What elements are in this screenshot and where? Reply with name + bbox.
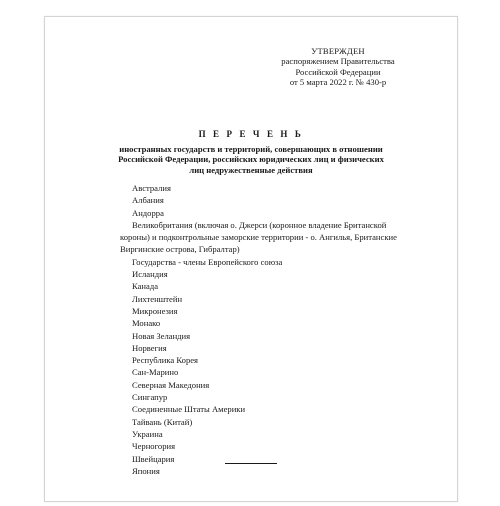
list-item: Норвегия [132, 342, 167, 353]
list-item: Новая Зеландия [132, 330, 191, 341]
list-item: Черногория [132, 441, 176, 452]
list-item: Соединенные Штаты Америки [132, 404, 246, 415]
list-item: Микронезия [132, 305, 178, 316]
list-item: Канада [132, 281, 159, 292]
list-item: Швейцария [132, 453, 175, 464]
document-subtitle: иностранных государств и территорий, совершающих в отношении Российской Федерации, российских юридических лиц и физических лиц недружественные действия [118, 144, 384, 175]
list-item: Монако [132, 318, 161, 329]
list-item: Япония [132, 465, 160, 476]
list-item: Государства - члены Европейского союза [132, 256, 283, 267]
approval-line-3: от 5 марта 2022 г. № 430-р [289, 77, 387, 88]
end-divider [225, 463, 277, 464]
approval-stamp [263, 46, 413, 88]
list-item-uk-continuation: короны) и подконтрольные заморские территории - о. Ангилья, Британские Виргинские острова, Гибралтар) [120, 232, 397, 255]
list-item: Тайвань (Китай) [132, 416, 193, 427]
list-item: Лихтенштейн [132, 293, 183, 304]
approval-heading: УТВЕРЖДЕН [311, 46, 365, 56]
list-item-uk [120, 219, 432, 256]
list-item: Сингапур [132, 392, 168, 403]
country-list [120, 182, 432, 477]
document-page [44, 16, 458, 502]
list-item: Исландия [132, 269, 168, 280]
list-item: Республика Корея [132, 355, 199, 366]
list-item: Албания [132, 195, 164, 206]
approval-line-2: Российской Федерации [295, 66, 381, 77]
approval-line-1: распоряжением Правительства [281, 56, 395, 67]
list-item: Украина [132, 428, 163, 439]
list-item: Сан-Марино [132, 367, 179, 378]
list-item: Австралия [132, 183, 171, 193]
list-item: Андорра [132, 207, 164, 218]
document-title: П Е Р Е Ч Е Н Ь [198, 129, 304, 139]
list-item: Северная Македония [132, 379, 210, 390]
list-item-uk-first-line: Великобритания (включая о. Джерси (коронное владение Британской [132, 219, 387, 230]
